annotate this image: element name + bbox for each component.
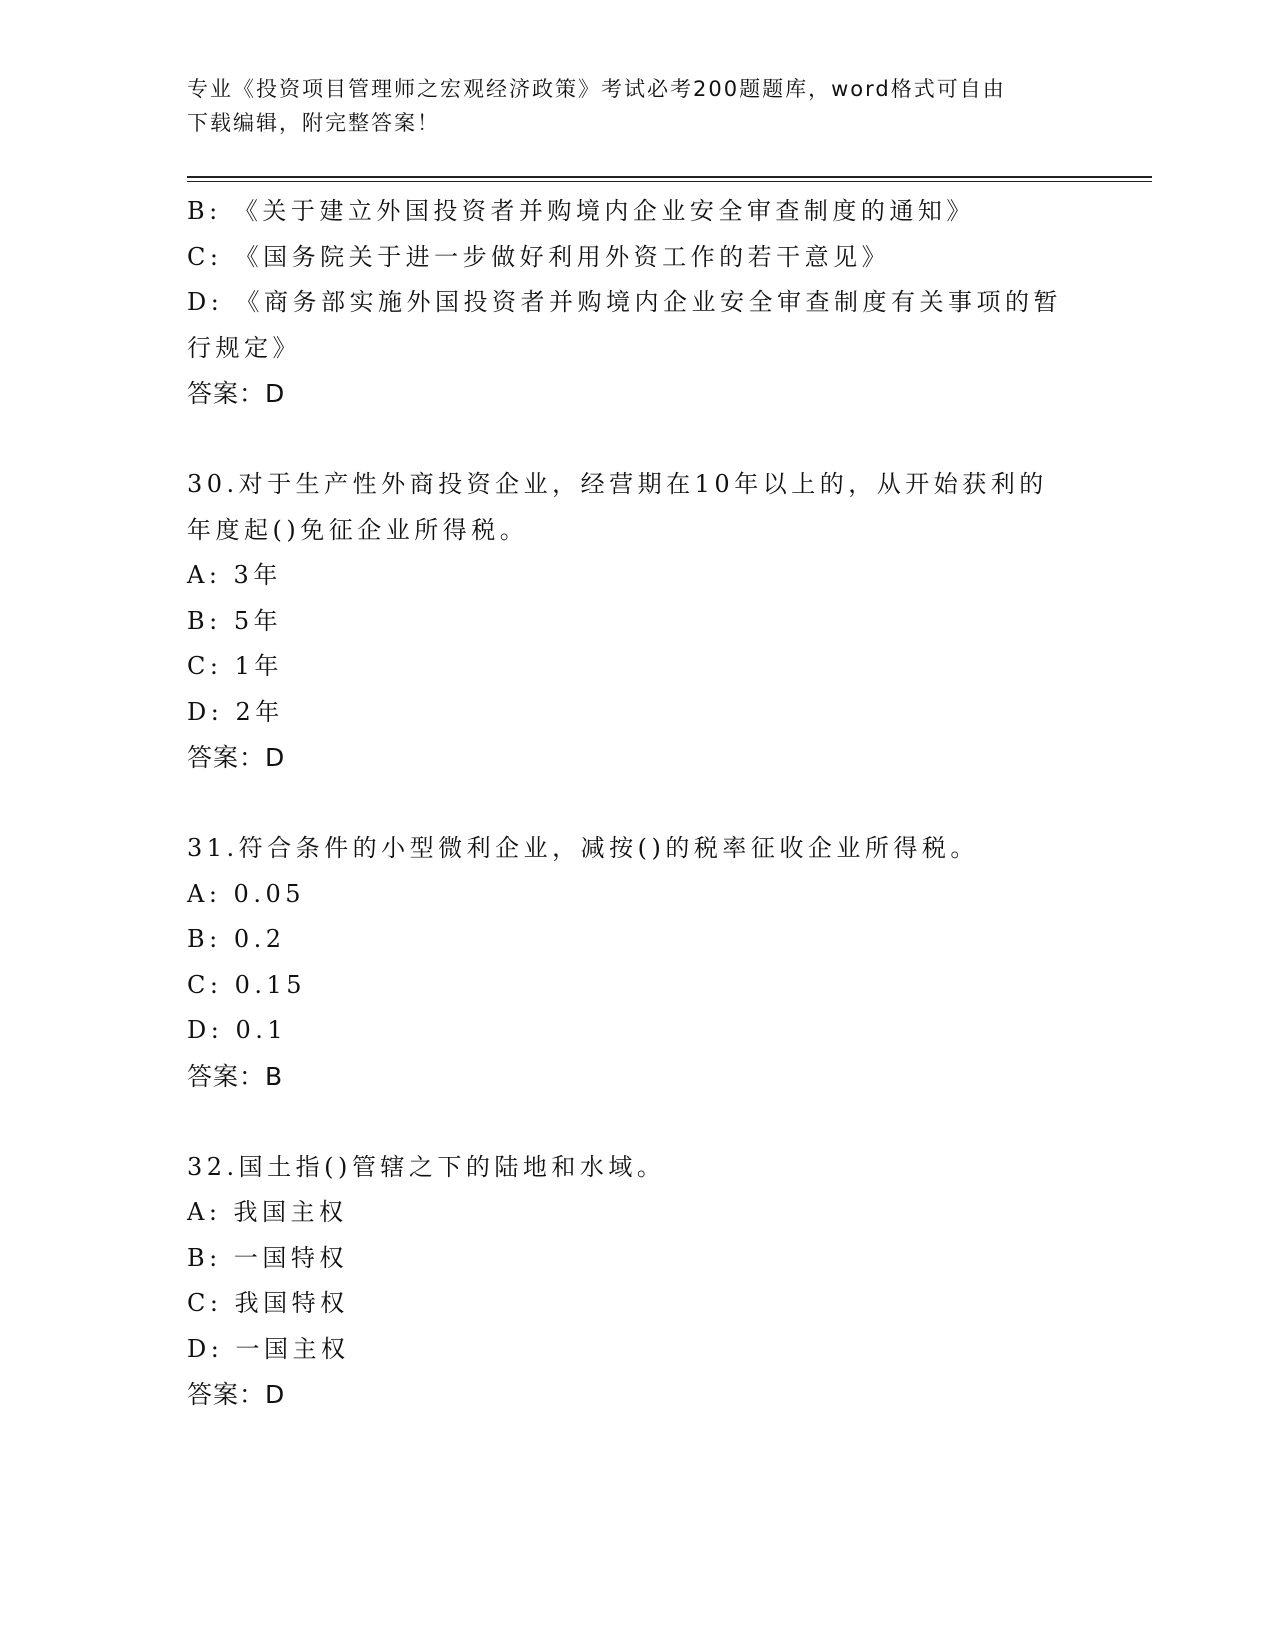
spacer	[187, 1099, 1087, 1145]
option-d-continuation: 行规定》	[187, 333, 301, 362]
question-stem: 31.符合条件的小型微利企业，减按()的税率征收企业所得税。	[187, 834, 979, 862]
option-b: B: 0.2	[187, 925, 286, 953]
option-a: A: 3年	[187, 561, 282, 589]
option-d: D: 2年	[187, 697, 284, 726]
option-d: D: 《商务部实施外国投资者并购境内企业安全审查制度有关事项的暂	[187, 288, 1062, 316]
option-b: B: 《关于建立外国投资者并购境内企业安全审查制度的通知》	[187, 197, 975, 225]
option-a: A: 我国主权	[187, 1198, 348, 1226]
question-stem: 32.国土指()管辖之下的陆地和水域。	[187, 1152, 666, 1181]
option-d: D: 一国主权	[187, 1334, 350, 1363]
spacer	[187, 781, 1087, 827]
answer-line: 答案：D	[187, 1380, 286, 1409]
option-c: C: 0.15	[187, 970, 307, 999]
option-d: D: 0.1	[187, 1016, 288, 1044]
question-stem: 30.对于生产性外商投资企业，经营期在10年以上的，从开始获利的	[187, 470, 1048, 498]
spacer	[187, 417, 1087, 463]
option-c: C: 我国特权	[187, 1289, 349, 1317]
header-title-line-1: 专业《投资项目管理师之宏观经济政策》考试必考200题题库，word格式可自由	[187, 77, 1006, 101]
option-b: B: 5年	[187, 606, 283, 635]
option-a: A: 0.05	[187, 879, 305, 908]
option-c: C: 1年	[187, 652, 283, 680]
header-divider-thin	[187, 181, 1152, 182]
answer-line: 答案：B	[187, 1061, 284, 1091]
header-divider-thick	[187, 176, 1152, 178]
question-30	[187, 462, 1087, 781]
answer-line: 答案：D	[187, 743, 286, 772]
question-32	[187, 1145, 1087, 1418]
question-31	[187, 826, 1087, 1099]
option-b: B: 一国特权	[187, 1243, 348, 1272]
question-29-tail	[187, 189, 1087, 417]
document-header	[187, 72, 1087, 140]
header-title-line-2: 下载编辑，附完整答案！	[187, 111, 440, 135]
option-c: C: 《国务院关于进一步做好利用外资工作的若干意见》	[187, 242, 891, 271]
answer-line: 答案：D	[187, 379, 286, 408]
question-stem-continuation: 年度起()免征企业所得税。	[187, 515, 529, 544]
document-body	[187, 189, 1087, 1418]
